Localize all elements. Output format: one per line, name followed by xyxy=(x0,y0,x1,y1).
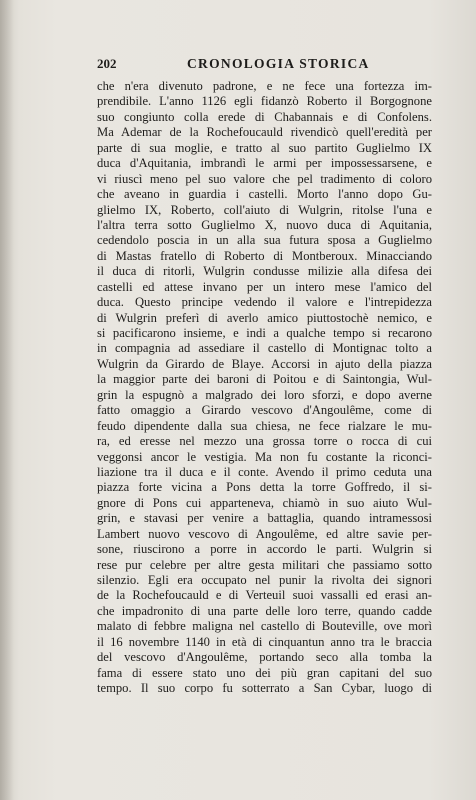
text-line: liazione tra il duca e il conte. Avendo il primo ceduta una xyxy=(97,464,432,479)
text-line: che n'era divenuto padrone, e ne fece una fortezza im- xyxy=(97,79,432,93)
text-line: fama di essere stato uno dei più gran capitani del suo xyxy=(97,665,432,680)
text-line: duca d'Aquitania, imbrandì le armi per impossessarsene, e xyxy=(97,156,432,171)
text-line: di Wulgrin preferì di averlo amico piuttostochè nemico, e xyxy=(97,310,432,325)
text-line: del vescovo d'Angoulême, portando seco alla tomba la xyxy=(97,650,432,665)
text-line: l'altra terra sotto Guglielmo X, nuovo duca di Aquitania, xyxy=(97,217,432,232)
text-line: Ma Ademar de la Rochefoucauld rivendicò quell'eredità per xyxy=(97,125,432,140)
text-line: glielmo IX, Roberto, coll'aiuto di Wulgrin, ritolse l'una e xyxy=(97,202,432,217)
text-line: ra, ed eresse nel mezzo una grossa torre o rocca di cui xyxy=(97,434,432,449)
text-line: de la Rochefoucauld e di Verteuil suoi vassalli ed erasi an- xyxy=(97,588,432,603)
text-line: suo congiunto colla erede di Chabannais e di Confolens. xyxy=(97,109,432,124)
text-line: piazza forte vicina a Pons detta la torre Goffredo, il si- xyxy=(97,480,432,495)
running-title: CRONOLOGIA STORICA xyxy=(187,56,370,71)
text-line: il 16 novembre 1140 in età di cinquantun anno tra le braccia xyxy=(97,634,432,649)
text-line: in compagnia ad assediare il castello di Montignac tolto a xyxy=(97,341,432,356)
text-line: si pacificarono insieme, e indi a qualche tempo si recarono xyxy=(97,326,432,340)
text-line: castelli ed attese invano per un intero mese l'amico del xyxy=(97,279,432,294)
text-line: cedendolo poscia in un alla sua futura sposa a Guglielmo xyxy=(97,233,432,248)
page-header xyxy=(97,56,432,76)
text-line: che impadronito di una parte delle loro terre, quando cadde xyxy=(97,603,432,618)
text-line: il duca di ritorli, Wulgrin condusse milizie alla difesa dei xyxy=(97,264,432,279)
text-line: silenzio. Egli era occupato nel punir la rivolta dei signori xyxy=(97,573,432,587)
text-line: Lambert nuovo vescovo di Angoulême, ed altre savie per- xyxy=(97,526,432,541)
text-line: vi riuscì meno pel suo valore che pel tradimento di coloro xyxy=(97,171,432,186)
text-line: parte di sua moglie, e tratto al suo partito Guglielmo IX xyxy=(97,140,432,155)
text-line: tempo. Il suo corpo fu sotterrato a San Cybar, luogo di xyxy=(97,681,432,696)
page-number: 202 xyxy=(97,56,117,71)
text-line: sone, riuscirono a porre in accordo le parti. Wulgrin si xyxy=(97,542,432,557)
text-line: fatto omaggio a Girardo vescovo d'Angoulême, come di xyxy=(97,403,432,418)
text-line: malato di febbre maligna nel castello di Bouteville, ove morì xyxy=(97,619,432,634)
body-text xyxy=(97,79,432,697)
text-line: di Mastas fratello di Roberto di Montberoux. Minacciando xyxy=(97,248,432,263)
text-line: che aveano in guardia i castelli. Morto l'anno dopo Gu- xyxy=(97,187,432,202)
text-line: prendibile. L'anno 1126 egli fidanzò Roberto il Borgognone xyxy=(97,94,432,109)
text-line: veggonsi ancor le vestigia. Ma non fu costante la riconci- xyxy=(97,449,432,464)
text-line: la maggior parte dei baroni di Poitou e di Saintongia, Wul- xyxy=(97,372,432,387)
text-line: duca. Questo principe vedendo il valore e l'intrepidezza xyxy=(97,295,432,310)
text-line: Wulgrin da Girardo de Blaye. Accorsi in ajuto della piazza xyxy=(97,356,432,371)
text-line: rese pur celebre per altre gesta militari che passiamo sotto xyxy=(97,557,432,572)
text-line: grin, e stavasi per venire a battaglia, quando intramessosi xyxy=(97,511,432,526)
text-line: feudo dipendente dalla sua chiesa, ne fece rialzare le mu- xyxy=(97,418,432,433)
text-line: gnore di Pons cui apparteneva, chiamò in suo aiuto Wul- xyxy=(97,495,432,510)
text-line: grin la espugnò a malgrado dei loro sforzi, e dopo averne xyxy=(97,387,432,402)
